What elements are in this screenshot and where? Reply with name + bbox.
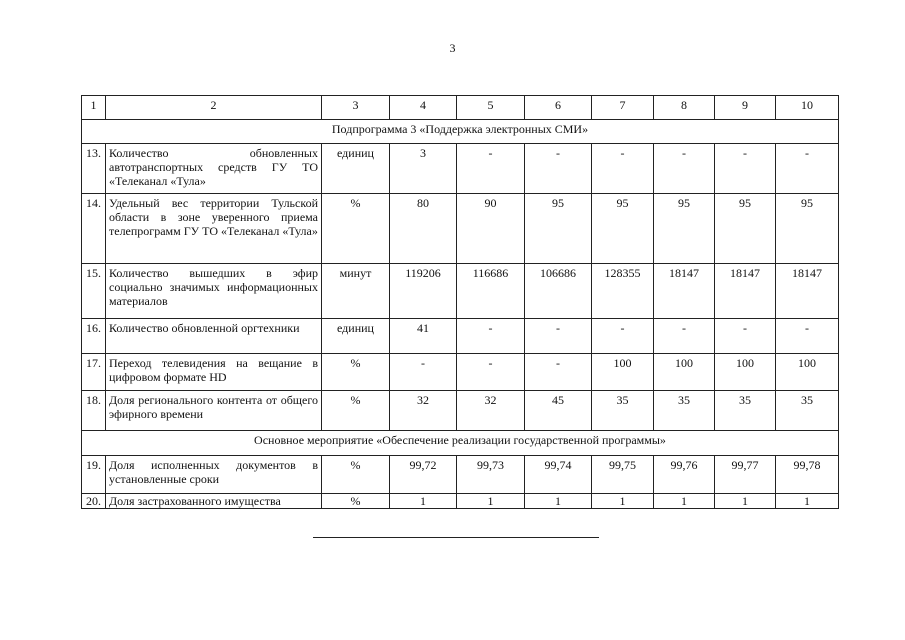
- value-cell: 95: [525, 194, 592, 264]
- indicators-table: [81, 95, 839, 509]
- table-row: [82, 494, 839, 509]
- value-cell: 99,74: [525, 456, 592, 494]
- value-cell: 90: [457, 194, 525, 264]
- value-cell: 35: [776, 391, 839, 431]
- value-cell: -: [776, 319, 839, 354]
- value-cell: 99,78: [776, 456, 839, 494]
- value-cell: 32: [390, 391, 457, 431]
- table-row: [82, 391, 839, 431]
- value-cell: 99,73: [457, 456, 525, 494]
- value-cell: 99,76: [654, 456, 715, 494]
- value-cell: 99,77: [715, 456, 776, 494]
- value-cell: 35: [592, 391, 654, 431]
- value-cell: 1: [457, 494, 525, 509]
- row-number: 15.: [82, 264, 106, 319]
- unit-cell: единиц: [322, 319, 390, 354]
- value-cell: -: [592, 319, 654, 354]
- indicator-name: Количество обновленных автотранспортных средств ГУ ТО «Телеканал «Тула»: [106, 144, 322, 194]
- value-cell: 80: [390, 194, 457, 264]
- value-cell: 18147: [715, 264, 776, 319]
- value-cell: -: [457, 144, 525, 194]
- section-row: [82, 431, 839, 456]
- table-row: [82, 354, 839, 391]
- indicator-name: Доля регионального контента от общего эфирного времени: [106, 391, 322, 431]
- row-number: 14.: [82, 194, 106, 264]
- value-cell: -: [654, 319, 715, 354]
- value-cell: -: [592, 144, 654, 194]
- value-cell: -: [654, 144, 715, 194]
- header-cell: 2: [106, 96, 322, 120]
- unit-cell: %: [322, 391, 390, 431]
- unit-cell: минут: [322, 264, 390, 319]
- header-cell: 7: [592, 96, 654, 120]
- value-cell: 1: [776, 494, 839, 509]
- header-row: [82, 96, 839, 120]
- value-cell: -: [390, 354, 457, 391]
- value-cell: 3: [390, 144, 457, 194]
- section-title: Основное мероприятие «Обеспечение реализации государственной программы»: [82, 431, 839, 456]
- value-cell: 100: [776, 354, 839, 391]
- table-row: [82, 144, 839, 194]
- unit-cell: %: [322, 494, 390, 509]
- indicator-name: Доля застрахованного имущества: [106, 494, 322, 509]
- value-cell: -: [525, 319, 592, 354]
- row-number: 20.: [82, 494, 106, 509]
- row-number: 13.: [82, 144, 106, 194]
- value-cell: 35: [715, 391, 776, 431]
- value-cell: 1: [715, 494, 776, 509]
- value-cell: 95: [654, 194, 715, 264]
- page-number: 3: [449, 41, 456, 55]
- value-cell: 1: [390, 494, 457, 509]
- value-cell: 100: [654, 354, 715, 391]
- indicator-name: Доля исполненных документов в установленные сроки: [106, 456, 322, 494]
- value-cell: 99,72: [390, 456, 457, 494]
- table-row: [82, 194, 839, 264]
- unit-cell: %: [322, 354, 390, 391]
- value-cell: 45: [525, 391, 592, 431]
- value-cell: 99,75: [592, 456, 654, 494]
- indicator-name: Количество обновленной оргтехники: [106, 319, 322, 354]
- value-cell: 128355: [592, 264, 654, 319]
- value-cell: 32: [457, 391, 525, 431]
- value-cell: -: [715, 319, 776, 354]
- value-cell: -: [715, 144, 776, 194]
- value-cell: 18147: [776, 264, 839, 319]
- value-cell: 1: [592, 494, 654, 509]
- value-cell: -: [457, 319, 525, 354]
- table-row: [82, 264, 839, 319]
- indicator-name: Переход телевидения на вещание в цифровом формате HD: [106, 354, 322, 391]
- unit-cell: %: [322, 456, 390, 494]
- header-cell: 1: [82, 96, 106, 120]
- unit-cell: %: [322, 194, 390, 264]
- value-cell: 95: [715, 194, 776, 264]
- value-cell: 95: [592, 194, 654, 264]
- header-cell: 9: [715, 96, 776, 120]
- value-cell: 119206: [390, 264, 457, 319]
- header-cell: 4: [390, 96, 457, 120]
- header-cell: 5: [457, 96, 525, 120]
- section-title: Подпрограмма 3 «Поддержка электронных СМИ»: [82, 120, 839, 144]
- row-number: 16.: [82, 319, 106, 354]
- value-cell: 100: [715, 354, 776, 391]
- unit-cell: единиц: [322, 144, 390, 194]
- value-cell: 95: [776, 194, 839, 264]
- header-cell: 3: [322, 96, 390, 120]
- section-row: [82, 120, 839, 144]
- value-cell: 106686: [525, 264, 592, 319]
- header-cell: 6: [525, 96, 592, 120]
- row-number: 19.: [82, 456, 106, 494]
- value-cell: 100: [592, 354, 654, 391]
- value-cell: 116686: [457, 264, 525, 319]
- value-cell: 1: [654, 494, 715, 509]
- table-row: [82, 456, 839, 494]
- indicator-name: Количество вышедших в эфир социально значимых информационных материалов: [106, 264, 322, 319]
- value-cell: 41: [390, 319, 457, 354]
- table-row: [82, 319, 839, 354]
- value-cell: -: [525, 144, 592, 194]
- value-cell: 18147: [654, 264, 715, 319]
- indicator-name: Удельный вес территории Тульской области в зоне уверенного приема телепрограмм ГУ ТО «Телеканал «Тула»: [106, 194, 322, 264]
- value-cell: -: [525, 354, 592, 391]
- header-cell: 10: [776, 96, 839, 120]
- row-number: 18.: [82, 391, 106, 431]
- value-cell: 1: [525, 494, 592, 509]
- signature-divider-line: [313, 537, 599, 538]
- row-number: 17.: [82, 354, 106, 391]
- value-cell: -: [776, 144, 839, 194]
- value-cell: -: [457, 354, 525, 391]
- value-cell: 35: [654, 391, 715, 431]
- header-cell: 8: [654, 96, 715, 120]
